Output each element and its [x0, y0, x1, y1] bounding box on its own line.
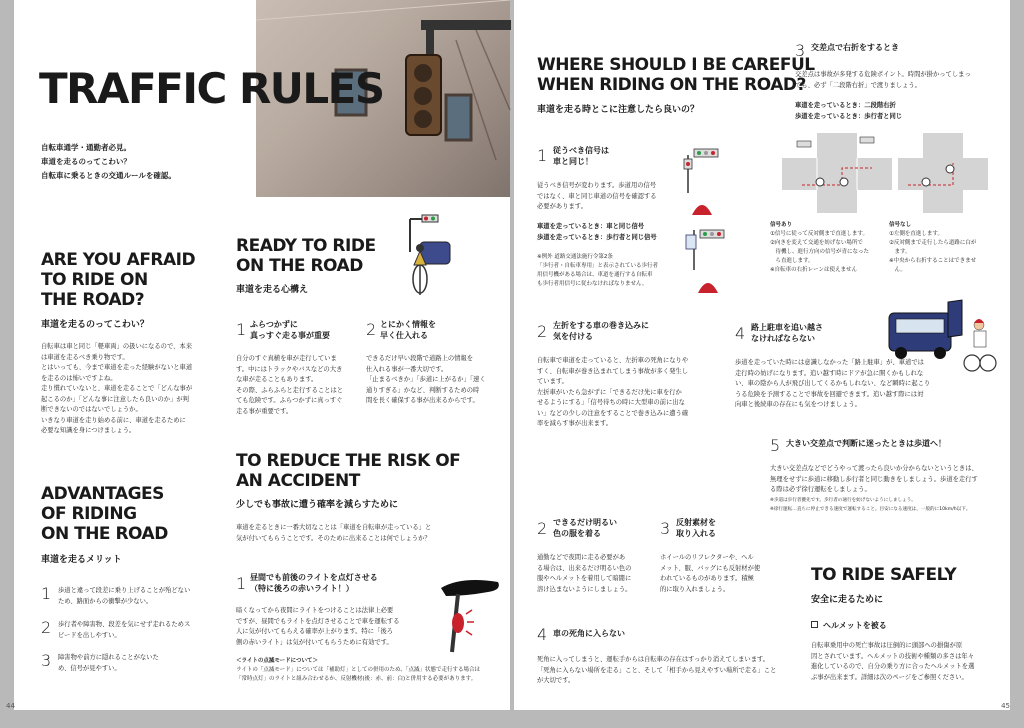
s2-title [553, 320, 649, 342]
reduce-item-body [236, 606, 436, 648]
item-number: 3 [795, 41, 806, 60]
example-line: ※自転車の右折レーンは使えません [770, 267, 857, 273]
body-line: 従うべき信号が変わります。歩道用の信号 [537, 182, 657, 189]
body-line: い」などの少しの注意をすることで巻き込みに遭う確 [537, 409, 689, 417]
advantages-heading-line: ADVANTAGES [41, 484, 164, 504]
body-line: 死角に入ってしまうと、運転手からは自転車の存在はすっかり消えてしまいます。 [537, 656, 770, 663]
bright-title [553, 517, 617, 539]
intersection-diagram-nosignal [898, 133, 988, 213]
advantages-subheading: 車道を走るメリット [41, 555, 122, 565]
ready-heading-line: READY TO RIDE [236, 236, 376, 256]
title-line: 気を付ける [553, 332, 593, 341]
safely-item-label: ヘルメットを被る [823, 621, 887, 630]
advantages-heading-line: OF RIDING [41, 504, 137, 524]
reduce-heading-line: AN ACCIDENT [236, 471, 360, 491]
afraid-body [41, 342, 231, 437]
body-line: 因とされています。ヘルメットの技術や種類の多さは年々 [811, 652, 975, 660]
body-line: る場合は、出来るだけ明るい色の [537, 564, 632, 572]
s3-example-signal [770, 221, 882, 275]
title-line: とにかく情報を [380, 320, 436, 329]
body-line: 車道を走るときに一番大切なことは「車道を自転車が走っている」と [236, 524, 432, 531]
body-line: 大きい交差点などでどうやって渡ったら良いか分からないというときは、 [770, 465, 978, 472]
body-line: 車道を走っているとき：車と同じ信号 [537, 223, 645, 230]
square-bullet-icon [811, 621, 818, 628]
note-line: 「常時点灯」のライトと組み合わせるか、反射機材(後：赤、前：白)と併用する必要があります。 [236, 676, 477, 682]
safely-item [811, 620, 887, 631]
reflect-body [660, 553, 770, 595]
afraid-body-line: とはいっても、今まで車道を走った経験がないと車道 [41, 364, 193, 371]
body-line: ホイールのリフレクターや、ヘル [660, 554, 754, 561]
body-line: ですが、昼間でもライトを点灯させることで車を運転する [236, 617, 400, 625]
example-line: ます。 [889, 249, 911, 255]
item-number: 4 [537, 625, 548, 644]
item-number: 2 [537, 322, 548, 341]
body-line: 歩道を走っているとき：歩行者と同じ信号 [537, 233, 657, 241]
advantages-heading [41, 484, 168, 544]
ready-heading [236, 236, 376, 276]
afraid-heading-line: TO RIDE ON [41, 270, 148, 290]
bright-body [537, 553, 647, 595]
where-subheading: 車道を走る時とこに注意したら良いの？ [537, 105, 700, 115]
s1-note [537, 253, 697, 289]
s5-title: 大きい交差点で判断に迷ったときは歩道へ！ [786, 439, 946, 448]
safely-body [811, 641, 1001, 683]
ready-subheading: 車道を走る心構え [236, 285, 309, 295]
note-line: ※例外 道路交通法施行令第2条 [537, 254, 613, 260]
body-line: 仕入れる事が一番大切です。 [366, 365, 448, 373]
ready-item-1-title [250, 319, 330, 341]
ready-item-2-body [366, 354, 501, 407]
body-line: われているものがあります。積極 [660, 575, 754, 582]
title-line: できるだけ明るい [553, 518, 617, 527]
s4-body [735, 358, 995, 411]
s5-body [770, 464, 1000, 496]
body-line: ても危険です。ふらつかずに真っすぐ [236, 397, 343, 404]
body-line: ても、必ず「二段階右折」で渡りましょう。 [795, 81, 921, 89]
body-line: できるだけ早い段階で道路上の情報を [366, 355, 474, 362]
item-number: 1 [537, 146, 548, 165]
body-line: 「死角に入らない場所を走る」こと、そして「相手から見えやすい場所で走る」こと [537, 666, 777, 674]
item-number: 1 [236, 574, 247, 593]
body-line: 自転車乗用中の死亡事故は圧倒的に頭部への損傷が原 [811, 642, 963, 649]
intersection-diagram-signal [782, 133, 892, 213]
right-page [514, 0, 1010, 710]
body-line: 「止まるべきか」「歩道に上がるか」「速く [366, 376, 486, 383]
title-line: 早く仕入れる [380, 331, 428, 340]
body-line: 服やヘルメットを着用して暗闇に [537, 575, 632, 582]
advantage-text [58, 586, 218, 607]
s3-rules [795, 101, 990, 122]
title-line: （特に後ろの赤いライト！） [250, 584, 354, 593]
advantages-heading-line: ON THE ROAD [41, 524, 168, 544]
body-line: 暗くなってから夜間にライトをつけることは法律上必要 [236, 607, 394, 614]
note-line: 「歩行者・自転車専用」と表示されている歩行者 [537, 263, 659, 269]
ready-item-2-title [380, 319, 436, 341]
ready-item-1-body [236, 354, 356, 417]
reduce-subheading: 少しでも事故に遭う確率を減らすために [236, 500, 399, 510]
advantage-line: ピードを出しやすい。 [58, 631, 121, 639]
reduce-note [236, 657, 506, 684]
afraid-body-line: は車道を走るべき乗り物です。 [41, 353, 129, 361]
body-line: 無理をせずに歩道に移動し歩行者と同じ動きをしましょう。歩道を走行す [770, 475, 978, 483]
cyclist-illustration [400, 207, 460, 312]
body-line: その際、ふらふらと走行することはと [236, 386, 344, 394]
body-line: 間を長く確保する事が出来るからです。 [366, 397, 479, 404]
afraid-body-line: を走るのは怖いですよね。 [41, 374, 117, 382]
body-line: 必要があります。 [537, 203, 587, 210]
body-line: 溶け込まないようにしましょう。 [537, 585, 632, 593]
example-line: ①左側を直進します。 [889, 231, 943, 237]
title-line: 従うべき信号は [553, 146, 609, 155]
body-line: 歩道を走っているとき：歩行者と同じ [795, 112, 903, 120]
example-line: ※中央から右折することはできませ [889, 258, 977, 264]
page-title: TRAFFIC RULES [39, 64, 384, 113]
s5-note [770, 496, 1005, 514]
intro-line: 自転車に乗るときの交通ルールを確認。 [41, 171, 176, 180]
page-number-right: 45 [1001, 702, 1010, 710]
body-line: 左折車がいたら急がずに「できるだけ先に車を行か [537, 388, 682, 396]
example-title: 信号あり [770, 222, 793, 228]
body-line: る際は必ず徐行運転をしましょう。 [770, 486, 871, 493]
item-number: 3 [41, 651, 52, 670]
afraid-heading-line: THE ROAD? [41, 290, 145, 310]
advantage-text [58, 620, 218, 641]
body-line: ぶ事が出来ます。詳細は次のページをご参照ください。 [811, 673, 968, 681]
afraid-body-line: 起こるのか」「どんな事に注意したら良いのか」が判 [41, 395, 189, 403]
item-number: 2 [41, 618, 52, 637]
saddle-light-illustration [436, 574, 506, 654]
example-line: ②向きを変えて交通を妨げない場所で [770, 240, 863, 246]
item-number: 2 [366, 320, 377, 339]
body-line: 走行時の妨げになります。追い越す時にドアが急に開くかもしれな [735, 369, 924, 377]
s4-title [751, 322, 823, 344]
s1-rules [537, 222, 697, 243]
s3-body [795, 70, 990, 91]
body-line: 進化しているので、自分の乗り方に合ったヘルメットを選 [811, 663, 975, 670]
body-line: 通りすぎる」かなど、判断するための時 [366, 386, 480, 394]
advantage-line: 歩行者や障害物、段差を気にせず走れるためス [58, 621, 191, 628]
afraid-body-line: いきなり車道を走り始める前に、車道を走るために [41, 416, 186, 424]
body-line: 通勤などで夜間に走る必要があ [537, 554, 626, 561]
item-number: 1 [41, 584, 52, 603]
afraid-body-line: 走り慣れていないと、車道を走ることで「どんな事が [41, 385, 193, 392]
body-line: 向車と後続車の存在にも気をつけましょう。 [735, 401, 861, 408]
body-line: うる危険を予測することで事故を回避できます。追い越す際には対 [735, 390, 924, 398]
title-line: なければならない [751, 334, 815, 343]
page-number-left: 44 [6, 702, 15, 710]
body-line: 自転車で車道を走っていると、左折車の死角になりや [537, 357, 689, 364]
note-line: 用信号機がある場合は、車道を通行する自転車 [537, 272, 653, 278]
note-line: ※歩道は歩行者優先です。歩行者の通行を妨げないようにしましょう。 [770, 498, 916, 503]
reflect-title [676, 517, 716, 539]
item-number: 1 [236, 320, 247, 339]
left-page [6, 0, 510, 710]
note-line: も歩行者用信号に従わなければなりません。 [537, 281, 648, 287]
s1-title [553, 145, 609, 167]
title-line: 路上駐車を追い越さ [751, 323, 823, 332]
title-line: 真っすぐ走る事が重要 [250, 331, 330, 340]
advantage-line: ため、路面からの衝撃が少ない。 [58, 597, 153, 605]
advantage-line: め、信号が見やすい。 [58, 664, 121, 672]
reduce-heading-line: TO REDUCE THE RISK OF [236, 451, 461, 471]
item-number: 5 [770, 436, 781, 455]
where-heading [537, 55, 815, 95]
note-line: ライトの「点滅モード」については「補助灯」としての併用のため、「点滅」状態で走行する場合は [236, 667, 481, 673]
s3-title: 交差点で右折をするとき [811, 43, 899, 52]
reduce-body [236, 523, 496, 544]
note-line: ※徐行運転…直ちに停止できる速度で運転すること。目安になる速度は、一般的に10km/h以下。 [770, 507, 971, 512]
reduce-heading [236, 451, 460, 491]
note-title: ＜ライトの点滅モードについて＞ [236, 658, 319, 664]
title-line: 左折をする車の巻き込みに [553, 321, 649, 330]
s1-body [537, 181, 687, 213]
body-line: すく、自転車が巻き込まれてしまう事故が多く発生し [537, 367, 688, 375]
afraid-heading-line: ARE YOU AFRAID [41, 250, 196, 270]
body-line: ています。 [537, 378, 568, 385]
title-line: 車と同じ！ [553, 157, 593, 166]
body-line: す。中にはトラックやバスなどの大き [236, 365, 343, 373]
body-line: が大切です。 [537, 677, 575, 684]
where-heading-line: WHERE SHOULD I BE CAREFUL [537, 55, 815, 75]
intro-line: 車道を走るのってこわい？ [41, 157, 131, 166]
afraid-body-line: 自転車は車と同じ「軽車両」の扱いになるので、本来 [41, 343, 192, 350]
item-number: 4 [735, 324, 746, 343]
body-line: い、車の陰から人が飛び出してくるかもしれない、など瞬時に起こり [735, 380, 931, 387]
ready-heading-line: ON THE ROAD [236, 256, 363, 276]
example-line: ん。 [889, 267, 906, 273]
afraid-heading [41, 250, 195, 310]
blind-title: 車の死角に入らない [553, 629, 625, 638]
s2-body [537, 356, 722, 430]
body-line: 側の赤いライト」は気が付いてもらうために有効です。 [236, 638, 393, 646]
s3-example-nosignal [889, 221, 989, 275]
example-line: ②反対側まで走行したら道路に白が [889, 240, 977, 246]
body-line: 歩道を走っていた時には意識しなかった「路上駐車」が、車道では [735, 359, 924, 366]
intro-text [41, 141, 176, 183]
advantage-line: 障害物や前方に隠れることがないた [58, 654, 159, 661]
safely-subheading: 安全に走るために [811, 595, 884, 605]
title-line: 色の服を着る [553, 529, 601, 538]
advantage-line: 歩道と違って段差に乗り上げることが殆どない [58, 587, 191, 594]
body-line: な車が走ることもあります。 [236, 376, 318, 383]
afraid-body-line: 必要な知識を身につけましょう。 [41, 427, 136, 434]
body-line: 交差点は事故が多発する危険ポイント。時間が掛かってしまっ [795, 71, 971, 78]
body-line: せるようにする」「信号待ちの時に大型車の前に出な [537, 399, 685, 406]
item-number: 3 [660, 519, 671, 538]
body-line: 人に気が付いてもらえる確率が上がります。特に「後ろ [236, 628, 393, 635]
body-line: 気が付いてもらうことです。そのために出来ることは何でしょうか？ [236, 534, 431, 542]
body-line: 的に取り入れましょう。 [660, 585, 730, 593]
intro-line: 自転車通学・通勤者必見。 [41, 143, 131, 152]
title-line: 取り入れる [676, 529, 716, 538]
advantage-text [58, 653, 218, 674]
signals-illustration [680, 145, 750, 295]
reduce-item-title [250, 572, 378, 594]
item-number: 2 [537, 519, 548, 538]
body-line: 走る事が重要です。 [236, 407, 293, 415]
title-line: ふらつかずに [250, 320, 298, 329]
body-line: メット、服、バッグにも反射材が使 [660, 564, 761, 572]
body-line: 自分のすぐ真横を車が走行していま [236, 355, 337, 362]
where-heading-line: WHEN RIDING ON THE ROAD? [537, 75, 806, 95]
body-line: ではなく、車と同じ車道の信号を確認する [537, 192, 657, 200]
body-line: 車道を走っているとき：二段階右折 [795, 102, 896, 109]
example-title: 信号なし [889, 222, 912, 228]
title-line: 昼間でも前後のライトを点灯させる [250, 573, 378, 582]
afraid-body-line: 断できないのではないでしょうか。 [41, 406, 142, 413]
body-line: 率を減らす事が出来ます。 [537, 420, 613, 427]
title-line: 反射素材を [676, 518, 716, 527]
afraid-subheading: 車道を走るのってこわい？ [41, 320, 149, 330]
safely-heading: TO RIDE SAFELY [811, 565, 957, 585]
example-line: ①信号に従って反対側まで直進します。 [770, 231, 868, 237]
example-line: ら直進します。 [770, 258, 814, 264]
example-line: 待機し、進行方向の信号が青になった [770, 249, 870, 255]
blind-body [537, 655, 777, 687]
